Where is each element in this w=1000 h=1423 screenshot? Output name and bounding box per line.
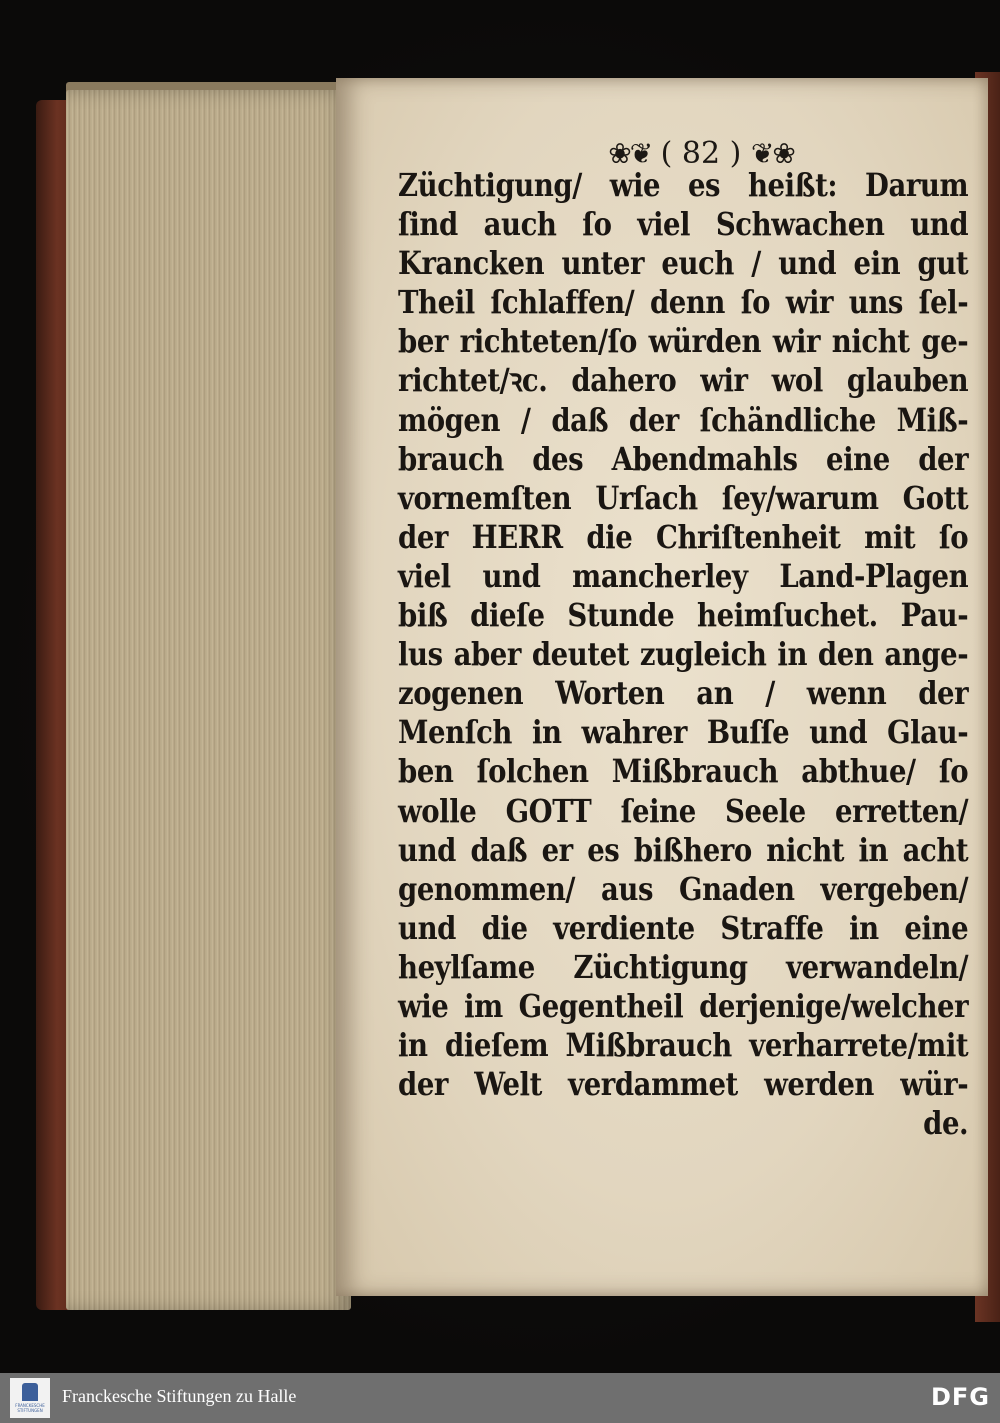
text-line: genommen/ aus Gnaden vergeben/ [398, 869, 969, 908]
institution-logo[interactable] [10, 1378, 50, 1418]
text-line: in dieſem Mißbrauch verharrete/mit [398, 1026, 969, 1065]
page-block-fore-edge [66, 90, 351, 1310]
right-ornament-icon: ❦❀ [750, 137, 794, 170]
logo-text: FRANCKESCHE STIFTUNGEN [15, 1403, 45, 1413]
footer-bar [0, 1373, 1000, 1423]
book-page [336, 78, 988, 1296]
text-line: wolle GOTT ſeine Seele erretten/ [398, 791, 969, 830]
text-line: viel und mancherley Land-Plagen [398, 556, 969, 595]
left-ornament-icon: ❀❦ [608, 137, 652, 170]
text-line: vornemſten Urſach ſey/warum Gott [398, 478, 969, 517]
text-line: Menſch in wahrer Buſſe und Glau- [398, 713, 969, 752]
text-line: ſind auch ſo viel Schwachen und [398, 205, 969, 244]
text-line: wie im Gegentheil derjenige/welcher [398, 986, 969, 1025]
page-text [398, 166, 968, 1143]
text-line: der HERR die Chriſtenheit mit ſo [398, 517, 969, 556]
dfg-logo[interactable]: DFG [930, 1383, 990, 1411]
text-line: richtet/ꝛc. dahero wir wol glauben [398, 361, 969, 400]
text-line: brauch des Abendmahls eine der [398, 439, 969, 478]
text-line: Krancken unter euch / und ein gut [398, 244, 969, 283]
text-line: heylſame Züchtigung verwandeln/ [398, 947, 969, 986]
institution-name[interactable]: Franckesche Stiftungen zu Halle [62, 1386, 297, 1406]
text-line: biß dieſe Stunde heimſuchet. Pau- [398, 596, 969, 635]
text-line: und die verdiente Straffe in eine [398, 908, 969, 947]
text-line: mögen / daß der ſchändliche Miß- [398, 400, 969, 439]
text-line: ben ſolchen Mißbrauch abthue/ ſo [398, 752, 969, 791]
text-line: lus aber deutet zugleich in den ange- [398, 635, 969, 674]
text-line: ber richteten/ſo würden wir nicht ge- [398, 322, 969, 361]
text-line: Züchtigung/ wie es heißt: Darum [398, 166, 969, 204]
page-number: ( 82 ) [660, 136, 742, 171]
text-line: und daß er es bißhero nicht in acht [398, 830, 969, 869]
text-line: der Welt verdammet werden wür- [398, 1065, 969, 1104]
catchword: de. [923, 1104, 969, 1143]
building-icon [22, 1383, 38, 1401]
text-line: Theil ſchlaffen/ denn ſo wir uns ſel- [398, 283, 969, 322]
text-line: zogenen Worten an / wenn der [398, 674, 969, 713]
